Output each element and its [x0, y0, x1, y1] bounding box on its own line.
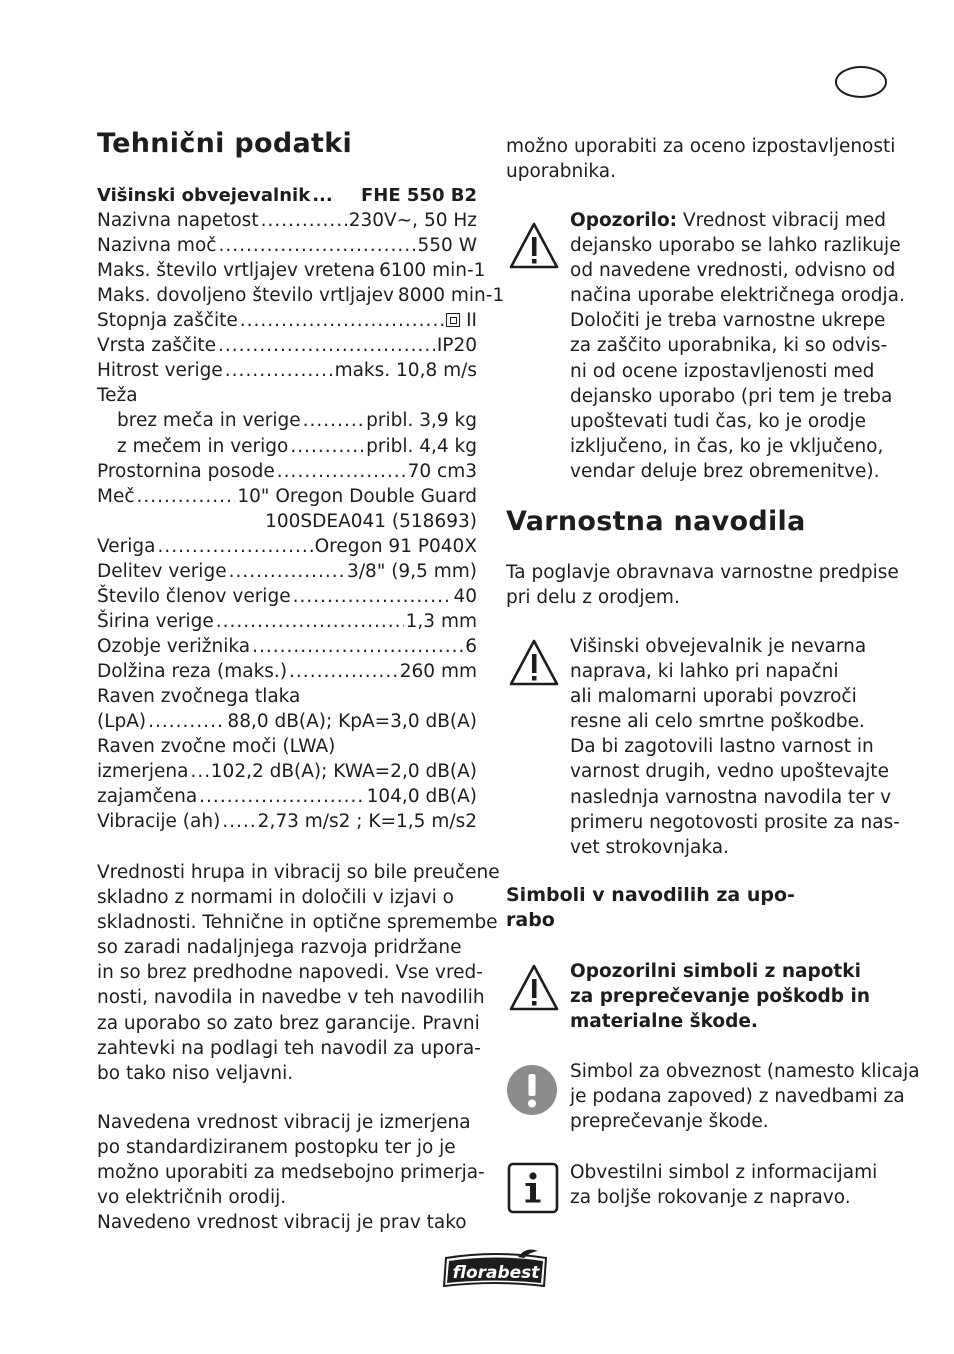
text-line: Navedena vrednost vibracij je izmerjena — [97, 1112, 471, 1133]
text-line: pri delu z orodjem. — [506, 587, 680, 609]
text-line: bo tako niso veljavni. — [97, 1062, 294, 1084]
info-symbol-text — [570, 1160, 877, 1210]
text-line: skladno z normami in določili v izjavi o — [97, 887, 454, 909]
spec-value: Oregon 91 P040X — [314, 535, 477, 557]
spec-row — [97, 584, 477, 609]
protection-class-ii-icon — [446, 313, 460, 327]
text-line: Opozorilni simboli z napotki — [570, 961, 861, 982]
text-line: je podana zapoved) z navedbami za — [570, 1086, 905, 1108]
text-line: izključeno, in čas, ko je vključeno, — [570, 435, 884, 457]
spec-label: zajamčena — [97, 786, 198, 808]
spec-label: Nazivna napetost — [97, 210, 259, 232]
spec-row — [117, 408, 477, 433]
svg-text:florabest: florabest — [452, 1263, 540, 1283]
warning-symbols-text — [570, 959, 870, 1034]
spec-value: 3/8" (9,5 mm) — [347, 560, 477, 582]
spec-label: Vrsta zaščite — [97, 335, 217, 357]
spec-label: Delitev verige — [97, 560, 227, 582]
spec-value: 104,0 dB(A) — [366, 786, 477, 808]
spec-label: Dolžina reza (maks.) — [97, 660, 288, 682]
text-line: Vrednosti hrupa in vibracij so bile preučene — [97, 862, 500, 883]
spec-label: Maks. število vrtljajev vretena — [97, 260, 376, 282]
spec-heading-model: FHE 550 B2 — [360, 185, 477, 206]
spec-row — [97, 784, 477, 809]
text-line: primeru negotovosti prosite za nas- — [570, 811, 900, 833]
spec-row — [97, 233, 477, 258]
spec-label: izmerjena — [97, 761, 189, 783]
text-line: uporabnika. — [506, 161, 616, 183]
spec-label: Hitrost verige — [97, 360, 223, 382]
warning-triangle-icon — [508, 220, 560, 272]
spec-row — [97, 358, 477, 383]
spec-row — [97, 459, 477, 484]
spec-row — [97, 509, 477, 534]
spec-row — [97, 659, 477, 684]
spec-label: Nazivna moč — [97, 235, 217, 257]
text-line: Opozorilo: Vrednost vibracij med — [570, 210, 887, 231]
spec-value: 70 cm3 — [407, 460, 477, 482]
spec-value: 230V~, 50 Hz — [348, 210, 477, 232]
spec-label: Ozobje verižnika — [97, 635, 251, 657]
spec-row — [97, 534, 477, 559]
spec-value: 102,2 dB(A); KWA=2,0 dB(A) — [210, 761, 477, 783]
spec-row — [117, 434, 477, 459]
text-line: ni od ocene izpostavljenosti med — [570, 360, 875, 382]
spec-value: pribl. 3,9 kg — [366, 410, 477, 432]
spec-row — [97, 609, 477, 634]
vibration-paragraph — [97, 1110, 485, 1235]
text-line: Določiti je treba varnostne ukrepe — [570, 310, 886, 332]
spec-value: IP20 — [436, 335, 477, 357]
text-line: so zaradi nadaljnjega razvoja pridržane — [97, 937, 462, 959]
spec-heading: Višinski obvejevalnik ... FHE 550 B2 — [97, 185, 477, 206]
text-line: skladnosti. Tehnične in optične spremembe — [97, 912, 498, 934]
spec-row — [97, 734, 477, 759]
text-line: Simbol za obveznost (namesto klicaja — [570, 1061, 920, 1082]
spec-row — [97, 208, 477, 233]
spec-row — [97, 759, 477, 784]
spec-row — [97, 484, 477, 509]
spec-label: Prostornina posode — [97, 460, 275, 482]
danger-warning-text — [570, 634, 900, 860]
text-line: Obvestilni simbol z informacijami — [570, 1162, 878, 1183]
spec-value: 550 W — [417, 235, 477, 257]
text-line: za uporabo so zato brez garancije. Pravni — [97, 1012, 480, 1034]
spec-value: 8000 min-1 — [397, 285, 505, 307]
spec-row — [97, 383, 477, 408]
spec-row — [97, 258, 486, 283]
text-line: upoštevati tudi čas, ko je orodje — [570, 410, 867, 432]
spec-value: pribl. 4,4 kg — [366, 435, 477, 457]
spec-value: 6 — [465, 635, 477, 657]
spec-value: 6100 min-1 — [379, 260, 486, 282]
spec-value: 1,3 mm — [405, 610, 477, 632]
spec-row — [97, 308, 477, 333]
text-line: naslednja varnostna navodila ter v — [570, 786, 892, 808]
spec-value: 100SDEA041 (518693) — [265, 510, 477, 532]
noise-vibration-paragraph — [97, 860, 500, 1086]
spec-row — [97, 559, 477, 584]
text-line: naprava, ki lahko pri napačni — [570, 661, 839, 683]
spec-row — [97, 634, 477, 659]
mandatory-symbol-icon — [506, 1064, 558, 1116]
spec-row — [97, 809, 477, 834]
spec-label: Raven zvočne moči (LWA) — [97, 736, 336, 758]
spec-label: Število členov verige — [97, 585, 291, 607]
text-line: Navedeno vrednost vibracij je prav tako — [97, 1212, 467, 1234]
spec-label: Raven zvočnega tlaka — [97, 686, 301, 707]
text-line: za boljše rokovanje z napravo. — [570, 1187, 851, 1209]
vibration-continued — [506, 134, 895, 184]
text-line: dejansko uporabo se lahko razlikuje — [570, 235, 901, 257]
language-badge — [835, 66, 887, 98]
text-line: za preprečevanje poškodb in — [570, 986, 870, 1008]
spec-label: (LpA) — [97, 711, 147, 733]
spec-value: 260 mm — [399, 660, 477, 682]
text-line: Da bi zagotovili lastno varnost in — [570, 736, 874, 758]
text-line: zahtevki na podlagi teh navodil za upora- — [97, 1037, 481, 1059]
text-line: resne ali celo smrtne poškodbe. — [570, 711, 865, 733]
spec-heading-name: Višinski obvejevalnik — [97, 185, 311, 206]
text-line: dejansko uporabo (pri tem je treba — [570, 385, 893, 407]
text-line: vendar deluje brez obremenitve). — [570, 460, 880, 482]
text-line: vet strokovnjaka. — [570, 836, 730, 858]
spec-label: Stopnja zaščite — [97, 310, 238, 332]
spec-value: 88,0 dB(A); KpA=3,0 dB(A) — [227, 711, 477, 733]
section-title-technical-data: Tehnični podatki — [97, 128, 353, 159]
info-icon — [507, 1162, 559, 1214]
text-line: materialne škode. — [570, 1011, 758, 1033]
spec-label: Teža — [97, 385, 138, 407]
mandatory-symbol-text — [570, 1059, 920, 1134]
spec-value: II — [466, 310, 477, 332]
spec-label: Vibracije (ah) — [97, 811, 221, 833]
text-line: Višinski obvejevalnik je nevarna — [570, 636, 867, 657]
florabest-logo — [440, 1248, 552, 1290]
text-line: možno uporabiti za medsebojno primerja- — [97, 1162, 485, 1184]
text-line: po standardiziranem postopku ter jo je — [97, 1137, 456, 1159]
spec-label: brez meča in verige — [117, 410, 301, 432]
spec-value: 40 — [453, 585, 477, 607]
warning-triangle-icon — [508, 962, 560, 1014]
text-line: in so brez predhodne napovedi. Vse vred- — [97, 962, 483, 984]
text-line: možno uporabiti za oceno izpostavljenosti — [506, 136, 896, 157]
subsection-title-symbols: Simboli v navodilih za upo- rabo — [506, 884, 795, 931]
spec-row — [97, 709, 477, 734]
text-line: nosti, navodila in navedbe v teh navodilih — [97, 987, 485, 1009]
spec-label: z mečem in verigo — [117, 435, 289, 457]
text-line: vo električnih orodij. — [97, 1187, 287, 1209]
spec-label: Veriga — [97, 535, 156, 557]
spec-value: maks. 10,8 m/s — [334, 360, 477, 382]
spec-value: 2,73 m/s2 ; K=1,5 m/s2 — [257, 811, 477, 833]
safety-intro — [506, 560, 899, 610]
spec-label: Širina verige — [97, 610, 214, 632]
text-line: za zaščito uporabnika, ki so odvis- — [570, 335, 888, 357]
spec-label: Maks. dovoljeno število vrtljajev — [97, 285, 394, 307]
text-line: varnost drugih, vedno upoštevajte — [570, 761, 889, 783]
spec-row — [97, 283, 505, 308]
warning-label: Opozorilo: — [570, 210, 678, 231]
text-line: ali malomarni uporabi povzroči — [570, 686, 857, 708]
spec-value: 10" Oregon Double Guard — [237, 485, 477, 507]
text-line: Ta poglavje obravnava varnostne predpise — [506, 562, 899, 583]
text-line: od navedene vrednosti, odvisno od — [570, 260, 896, 282]
section-title-safety: Varnostna navodila — [506, 506, 806, 537]
spec-row — [97, 333, 477, 358]
spec-label: Meč — [97, 485, 135, 507]
text-line: preprečevanje škode. — [570, 1111, 769, 1133]
vibration-warning-text — [570, 208, 905, 484]
text-line: načina uporabe električnega orodja. — [570, 285, 905, 307]
spec-row — [97, 684, 477, 709]
warning-triangle-icon — [508, 637, 560, 689]
